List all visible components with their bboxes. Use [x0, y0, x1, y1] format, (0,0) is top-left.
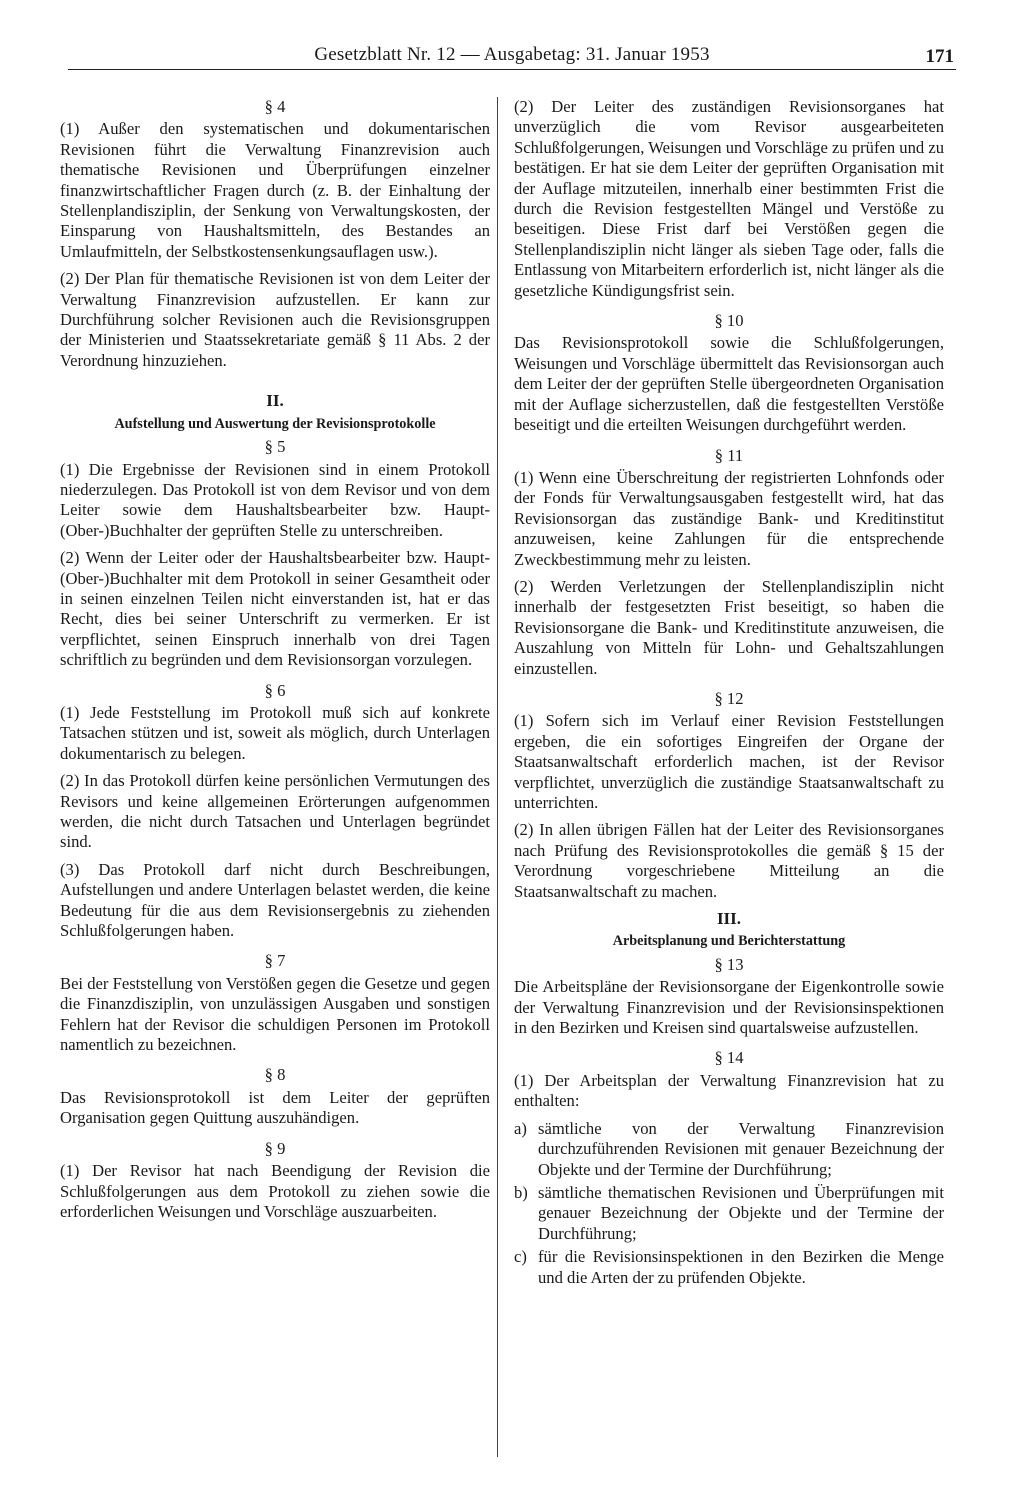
section-6-paragraph-1: (1) Jede Feststellung im Protokoll muß sich auf konkrete Tatsachen stützen und ist, soweit als möglich, durch Unterlagen dokumentarisch zu belegen. [60, 702, 490, 763]
left-column [60, 97, 490, 1229]
section-8-paragraph-1: Das Revisionsprotokoll ist dem Leiter der geprüften Organisation gegen Quittung auszuhändigen. [60, 1087, 490, 1128]
section-12-heading: § 12 [714, 688, 744, 708]
list-item [514, 1247, 944, 1288]
column-divider [497, 97, 498, 1457]
part-2-numeral: II. [266, 391, 284, 411]
section-14-heading: § 14 [714, 1048, 744, 1068]
section-7-heading: § 7 [264, 951, 286, 971]
section-9-heading: § 9 [264, 1138, 286, 1158]
gazette-title: Gesetzblatt Nr. 12 — Ausgabetag: 31. Januar 1953 [314, 44, 710, 65]
section-13-paragraph-1: Die Arbeitspläne der Revisionsorgane der Eigenkontrolle sowie der Verwaltung Finanzrevision und der Revisionsinspektionen in den Bezirken und Kreisen sind quartalsweise aufzustellen. [514, 977, 944, 1038]
section-10-heading: § 10 [714, 311, 744, 331]
section-4-paragraph-1: (1) Außer den systematischen und dokumentarischen Revisionen führt die Verwaltung Finanzrevision auch thematische Revisionen und Überprüfungen einzelner finanzwirtschaftlicher Fragen durch (z. B. der Einhaltung der Stellenplandisziplin, der Senkung von Verwaltungskosten, der Einsparung von Haushaltsmitteln, des Bestandes an Umlaufmitteln, der Selbstkostensenkungsauflagen usw.). [60, 119, 490, 261]
section-4-heading: § 4 [264, 97, 286, 116]
section-5-paragraph-1: (1) Die Ergebnisse der Revisionen sind in einem Protokoll niederzulegen. Das Protokoll ist von dem Revisor und von dem Leiter sowie dem Haushaltsbearbeiter bzw. Haupt-(Ober-)Buchhalter der geprüften Stelle zu unterschreiben. [60, 459, 490, 540]
section-9-paragraph-2: (2) Der Leiter des zuständigen Revisionsorganes hat unverzüglich die vom Revisor ausgearbeiteten Schlußfolgerungen, Weisungen und Vorschläge zu prüfen und zu bestätigen. Er hat sie dem Leiter der geprüften Organisation mit der Auflage mitzuteilen, innerhalb einer bestimmten Frist die durch die Revision festgestellten Mängel und Verstöße zu beseitigen. Diese Frist darf bei Verstößen gegen die Stellenplandisziplin nicht länger als sieben Tage oder, falls die Entlassung von Mitarbeitern erforderlich ist, nicht länger als die gesetzliche Kündigungsfrist sein. [514, 97, 945, 300]
list-item-text: sämtliche von der Verwaltung Finanzrevision durchzuführenden Revisionen mit genauer Bezeichnung der Objekte und der Termine der Durchführung; [538, 1118, 944, 1179]
list-item-label: b) [514, 1182, 528, 1202]
section-13-heading: § 13 [714, 954, 744, 974]
page-number: 171 [925, 46, 954, 67]
section-6-paragraph-2: (2) In das Protokoll dürfen keine persönlichen Vermutungen des Revisors und keine allgemeinen Erörterungen aufgenommen werden, die nicht durch Tatsachen und Unterlagen begründet sind. [60, 771, 490, 852]
list-item-label: c) [514, 1247, 527, 1267]
part-3-numeral: III. [716, 909, 742, 929]
list-item [514, 1183, 944, 1244]
section-12-paragraph-2: (2) In allen übrigen Fällen hat der Leiter des Revisionsorganes nach Prüfung des Revisionsprotokolles die gemäß § 15 der Verordnung vorgeschriebene Mitteilung an die Staatsanwaltschaft zu machen. [514, 820, 944, 901]
section-7-paragraph-1: Bei der Feststellung von Verstößen gegen die Gesetze und gegen die Finanzdisziplin, von unzulässigen Ausgaben und sonstigen Fehlern hat der Revisor die schuldigen Personen im Protokoll namentlich zu bezeichnen. [60, 973, 490, 1055]
list-item-label: a) [514, 1118, 527, 1138]
section-5-heading: § 5 [264, 437, 286, 457]
section-6-paragraph-3: (3) Das Protokoll darf nicht durch Beschreibungen, Aufstellungen und andere Unterlagen belastet werden, die keine Bedeutung für die aus dem Revisionsergebnis zu ziehenden Schlußfolgerungen haben. [60, 859, 490, 941]
part-3-title: Arbeitsplanung und Berichterstattung [612, 933, 846, 950]
section-11-heading: § 11 [714, 445, 744, 465]
section-12-paragraph-1: (1) Sofern sich im Verlauf einer Revision Feststellungen ergeben, die ein sofortiges Eingreifen der Organe der Staatsanwaltschaft erforderlich machen, ist der Revisor verpflichtet, unverzüglich die zuständige Staatsanwaltschaft zu unterrichten. [514, 711, 944, 812]
section-8-heading: § 8 [264, 1065, 286, 1085]
section-11-paragraph-1: (1) Wenn eine Überschreitung der registrierten Lohnfonds oder der Fonds für Verwaltungsausgaben festgestellt wird, hat das Revisionsorgan das zuständige Bank- und Kreditinstitut anzuweisen, keine Zahlungen für die entsprechende Zweckbestimmung mehr zu leisten. [514, 467, 944, 569]
section-4-paragraph-2: (2) Der Plan für thematische Revisionen ist von dem Leiter der Verwaltung Finanzrevision aufzustellen. Er kann zur Durchführung solcher Revisionen auch die Revisionsgruppen der Ministerien und Staatssekretariate gemäß § 11 Abs. 2 der Verordnung hinzuziehen. [60, 269, 490, 370]
section-6-heading: § 6 [264, 680, 286, 700]
page-header [68, 44, 956, 70]
section-11-paragraph-2: (2) Werden Verletzungen der Stellenplandisziplin nicht innerhalb der festgesetzten Frist beseitigt, so haben die Revisionsorgane die Bank- und Kreditinstitute anzuweisen, die Auszahlung von Mitteln für Lohn- und Gehaltszahlungen einzustellen. [514, 576, 944, 678]
section-10-paragraph-1: Das Revisionsprotokoll sowie die Schlußfolgerungen, Weisungen und Vorschläge übermittelt das Revisionsorgan auch dem Leiter der der geprüften Stelle übergeordneten Organisation mit der Auflage sicherzustellen, daß die festgestellten Verstöße beseitigt und die erteilten Weisungen durchgeführt werden. [514, 333, 944, 435]
section-14-paragraph-1: (1) Der Arbeitsplan der Verwaltung Finanzrevision hat zu enthalten: [514, 1070, 944, 1111]
list-item [514, 1119, 944, 1180]
section-5-paragraph-2: (2) Wenn der Leiter oder der Haushaltsbearbeiter bzw. Haupt-(Ober-)Buchhalter mit dem Protokoll in seiner Gesamtheit oder in seinen einzelnen Teilen nicht einverstanden ist, hat er das Recht, dies bei seiner Unterschrift zu vermerken. Er ist verpflichtet, seinen Einspruch innerhalb von drei Tagen schriftlich zu begründen und dem Revisionsorgan vorzulegen. [60, 548, 490, 670]
section-9-paragraph-1: (1) Der Revisor hat nach Beendigung der Revision die Schlußfolgerungen aus dem Protokoll zu ziehen sowie die erforderlichen Weisungen und Vorschläge auszuarbeiten. [60, 1161, 490, 1221]
list-item-text: sämtliche thematischen Revisionen und Überprüfungen mit genauer Bezeichnung der Objekte und der Termine der Durchführung; [538, 1182, 944, 1243]
list-item-text: für die Revisionsinspektionen in den Bezirken die Menge und die Arten der zu prüfenden Objekte. [538, 1247, 944, 1287]
part-2-title: Aufstellung und Auswertung der Revisionsprotokolle [114, 415, 436, 432]
right-column [514, 97, 944, 1291]
